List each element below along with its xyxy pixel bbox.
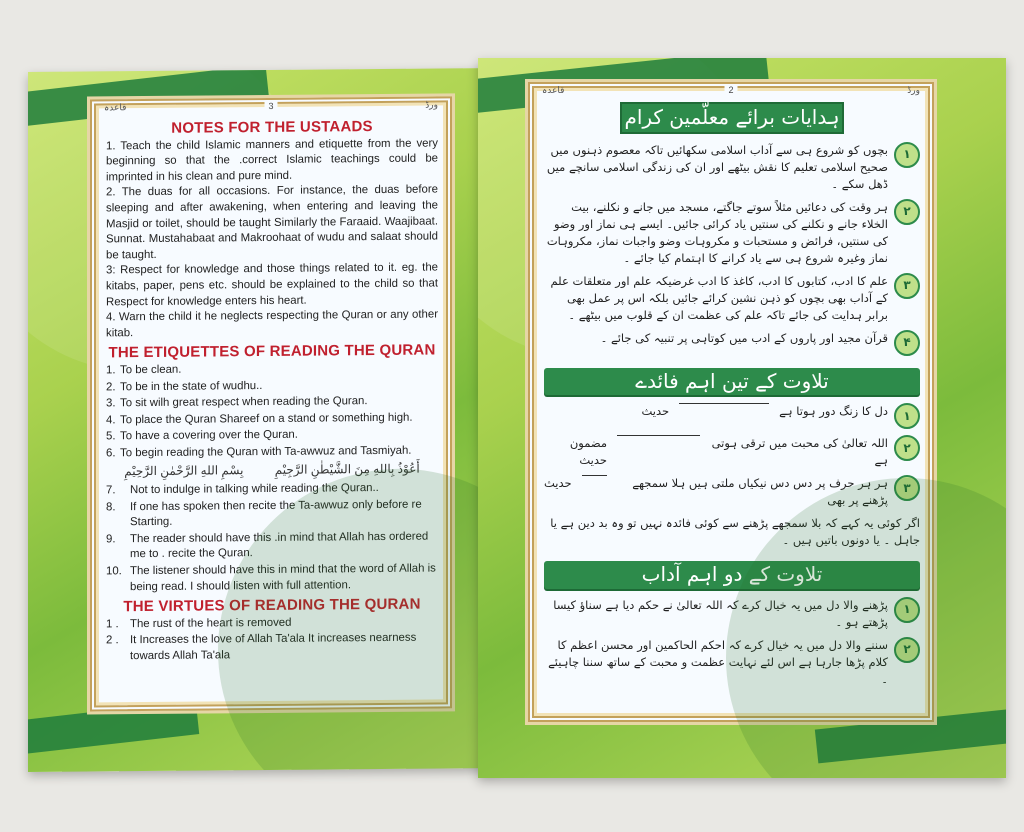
- corner-label-left: قاعدہ: [104, 102, 127, 113]
- note-paragraph: 1. Teach the child Islamic manners and etiquette from the very beginning so that the .correct Islamic teachings could be imprinted in his clean and pure mind.: [106, 137, 438, 184]
- number-badge: ۳: [894, 475, 920, 501]
- note-paragraph: 4. Warn the child it he neglects respecting the Quran or any other kitab.: [106, 308, 438, 340]
- list-item: 2. To be in the state of wudhu..: [106, 379, 263, 393]
- list-item: 4. To place the Quran Shareef on a stand or something high.: [106, 411, 413, 427]
- number-badge: ۱: [894, 403, 920, 429]
- right-content: [544, 100, 920, 710]
- list-item: ۱ دل کا زنگ دور ہوتا ہے حدیث: [544, 403, 920, 429]
- benefits-note: اگر کوئی یہ کہے کہ بلا سمجھے پڑھنے سے کوئی فائدہ نہیں تو وہ بد دین ہے یا جاہل ۔ یا دونوں باتیں ہیں ۔: [550, 516, 920, 548]
- list-item: 8. If one has spoken then recite the Ta-awwuz only before re Starting.: [106, 498, 422, 529]
- etiquettes-list-continued: [106, 481, 438, 596]
- right-text-frame: [528, 82, 934, 722]
- tasmiyah-text: بِسْمِ اللهِ الرَّحْمٰنِ الرَّحِيْمِ: [124, 463, 244, 479]
- etiquettes-heading: THE ETIQUETTES OF READING THE QURAN: [108, 341, 436, 362]
- list-item: ۲ سننے والا دل میں یہ خیال کرے کہ احکم الحاکمین اور محسن اعظم کا کلام پڑھا جارہا ہے اس لئے نہایت عظمت و محبت کے ساتھ سننا چاہیئے ۔: [544, 637, 920, 688]
- benefits-list: [544, 403, 920, 509]
- list-item: ۱ پڑھنے والا دل میں یہ خیال کرے کہ اللہ تعالیٰ نے حکم دیا ہے سناؤ کیسا پڑھتے ہو ۔: [544, 597, 920, 631]
- left-page: [28, 68, 498, 772]
- taawwuz-text: أَعُوْذُ بِاللهِ مِنَ الشَّيْطٰنِ الرَّجِيْمِ: [274, 462, 420, 478]
- instructions-list: [544, 142, 920, 356]
- list-item: 10. The listener should have this in mind that the word of Allah is being read. I should listen with full attention.: [106, 562, 436, 593]
- etiquettes-list: [106, 360, 438, 461]
- number-badge: ۱: [894, 597, 920, 623]
- number-badge: ۲: [894, 435, 920, 461]
- list-item: ۴ قرآن مجید اور پاروں کے ادب میں کوتاہی پر تنبیہ کی جائے ۔: [544, 330, 920, 356]
- list-item: 7. Not to indulge in talking while reading the Quran..: [106, 482, 379, 497]
- hadith-source: حدیث: [641, 404, 670, 419]
- list-item: 9. The reader should have this .in mind that Allah has ordered me to . recite the Quran.: [106, 530, 429, 561]
- adab-list: [544, 597, 920, 688]
- list-item: 2 . It Increases the love of Allah Ta'ala It increases nearness towards Allah Ta'ala: [106, 632, 417, 663]
- number-badge: ۳: [894, 273, 920, 299]
- list-item: 1. To be clean.: [106, 363, 182, 377]
- instructions-title: ہدایات برائے معلّمین کرام: [620, 102, 844, 134]
- virtues-heading: THE VIRTUES OF READING THE QURAN: [123, 595, 421, 616]
- decor-stripe: [815, 707, 1006, 764]
- list-item: ۳ ہر ہر حرف پر دس دس نیکیاں ملتی ہیں ہلا سمجھے پڑھنے پر بھی حدیث: [544, 475, 920, 509]
- left-text-frame: [90, 96, 452, 711]
- right-page: [478, 58, 1006, 778]
- list-item: ۱ بچوں کو شروع ہی سے آداب اسلامی سکھائیں تاکہ معصوم ذہنوں میں صحیح اسلامی تعلیم کا نقش بیٹھے اور ان کی زندگی اسلامی سانچے میں ڈھل سکے ۔: [544, 142, 920, 193]
- number-badge: ۴: [894, 330, 920, 356]
- list-item: ۳ علم کا ادب، کتابوں کا ادب، کاغذ کا ادب غرضیکہ علم اور متعلقات علم کے آداب بھی بچوں کو ذہن نشین کرائے جائیں بلکہ اس پر عمل بھی برابر ہدایت کی جائے تاکہ علم کی عظمت ان کے قلوب میں بیٹھے ۔: [544, 273, 920, 324]
- adab-heading: تلاوت کے دو اہم آداب: [544, 561, 920, 589]
- left-content: [106, 114, 438, 699]
- notes-heading: NOTES FOR THE USTAADS: [171, 118, 373, 137]
- virtues-list: [106, 614, 438, 665]
- arabic-supplications: [106, 462, 438, 480]
- list-item: ۲ اللہ تعالیٰ کی محبت میں ترقی ہوتی ہے مضمون حدیث: [544, 435, 920, 469]
- list-item: 5. To have a covering over the Quran.: [106, 428, 298, 443]
- number-badge: ۲: [894, 637, 920, 663]
- list-item: 1 . The rust of the heart is removed: [106, 616, 292, 631]
- list-item: 6. To begin reading the Quran with Ta-awwuz and Tasmiyah.: [106, 444, 412, 460]
- number-badge: ۲: [894, 199, 920, 225]
- hadith-source: حدیث: [544, 476, 572, 491]
- hadith-source: مضمون حدیث: [569, 436, 608, 468]
- note-paragraph: 3: Respect for knowledge and those things related to it. eg. the kitabs, paper, pens etc. should be explained to the child so that Respect for knowledge enters his heart.: [106, 261, 438, 308]
- page-number: 2: [724, 85, 737, 95]
- number-badge: ۱: [894, 142, 920, 168]
- corner-label-right: ورڈ: [425, 99, 438, 110]
- list-item: 3. To sit wilh great respect when reading the Quran.: [106, 395, 368, 410]
- page-number: 3: [264, 101, 277, 111]
- list-item: ۲ ہر وقت کی دعائیں مثلاً سوتے جاگتے، مسجد میں جانے و نکلنے، بیت الخلاء جانے و نکلنے کی سنتیں یاد کرائی جائیں۔ ایسے ہی نماز اور وضو کی سنتیں، فرائض و مستحبات و مکروہات وضو واجبات نماز، مکروہات نماز وغیرہ شروع ہی سے یاد کرانے کا اہتمام کیا جائے ۔: [544, 199, 920, 267]
- corner-label-right: ورڈ: [907, 85, 920, 95]
- corner-label-left: قاعدہ: [542, 85, 565, 95]
- benefits-heading: تلاوت کے تین اہم فائدے: [544, 368, 920, 396]
- note-paragraph: 2. The duas for all occasions. For instance, the duas before sleeping and after awakening, when entering and leaving the Masjid or toilet, should be taught Similarly the Faraaid. Waajibaat. Sunnat. Mustahabaat and Makroohaat of wudu and salaat should be taught.: [106, 183, 438, 262]
